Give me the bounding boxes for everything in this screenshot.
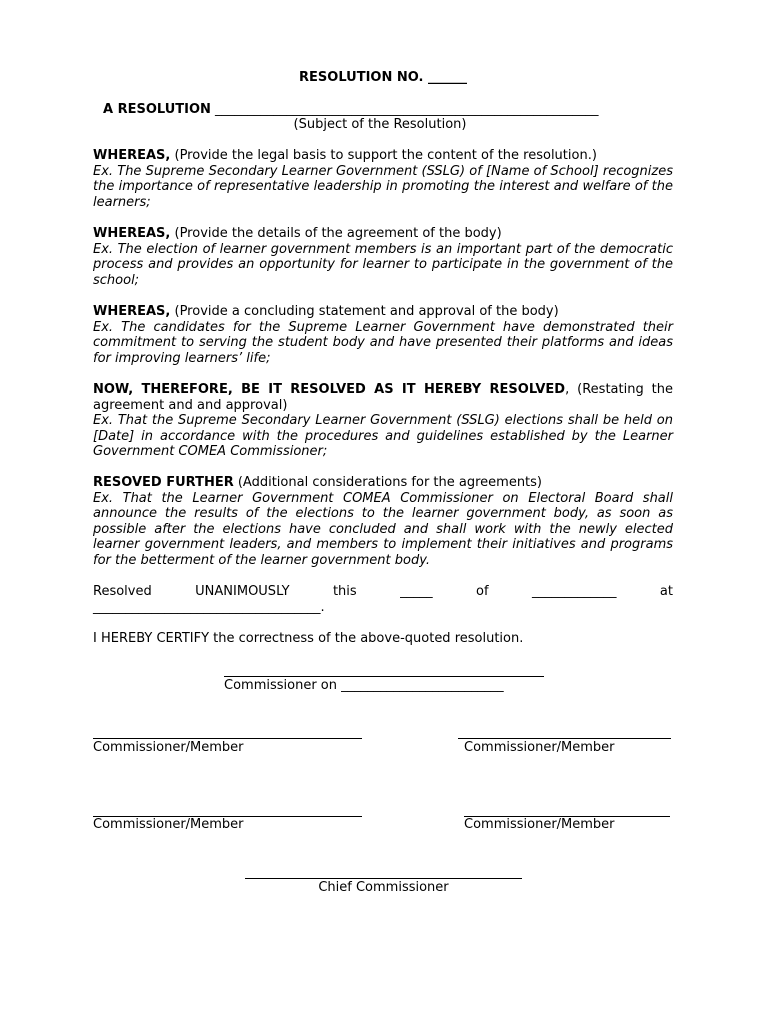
resolution-number: RESOLUTION NO. ______: [299, 70, 467, 85]
month-blank: _____________: [531, 584, 617, 599]
commissioner-signature-line: [224, 676, 544, 677]
resolution-title: [93, 70, 673, 86]
whereas-keyword: WHEREAS,: [93, 304, 171, 319]
word-at: at: [659, 584, 673, 599]
resolved-further-instruction: (Additional considerations for the agreements): [233, 475, 542, 490]
resolution-label: A RESOLUTION: [103, 102, 211, 117]
now-therefore-example: Ex. That the Supreme Secondary Learner Government (SSLG) elections shall be held on [Date] in accordance with the procedures and guidelines established by the Learner Government COMEA Commissioner;: [93, 413, 673, 460]
member-label-text: Commissioner/Member: [464, 740, 615, 755]
resolved-further-clause: [93, 475, 673, 569]
member-signature-label: [464, 817, 615, 833]
place-blank: ___________________________________.: [93, 599, 325, 615]
resolved-further-keyword: RESOVED FURTHER: [93, 475, 234, 490]
resolution-heading: [103, 102, 599, 118]
resolved-unanimously-row: [93, 584, 673, 600]
member-signature-line: [458, 738, 671, 739]
resolution-subject-hint: [0, 117, 760, 133]
whereas-example: Ex. The election of learner government members is an important part of the democratic process and provides an opportunity for learner to participate in the government of the school;: [93, 241, 673, 288]
word-unanimously: UNANIMOUSLY: [195, 584, 290, 599]
whereas-clause-2: [93, 226, 673, 288]
resolved-unanimously: [93, 584, 673, 615]
now-therefore-instruction: , (Restating the agreement and and approval): [93, 382, 673, 413]
resolved-further-example: Ex. That the Learner Government COMEA Commissioner on Electoral Board shall announce the results of the elections to the learner government body, as soon as possible after the elections have concluded and shall work with the newly elected learner government leaders, and members to implement their initiatives and programs for the betterment of the learner government body.: [93, 490, 673, 568]
commissioner-on-text: Commissioner on _________________________: [224, 678, 504, 693]
whereas-instruction: (Provide the details of the agreement of the body): [174, 226, 502, 241]
whereas-clause-1: [93, 148, 673, 210]
member-signature-label: [93, 740, 244, 756]
whereas-keyword: WHEREAS,: [93, 226, 171, 241]
whereas-clause-3: [93, 304, 673, 366]
now-therefore-clause: [93, 382, 673, 460]
subject-hint-text: (Subject of the Resolution): [293, 117, 467, 132]
chief-commissioner-label: [245, 880, 522, 896]
word-of: of: [476, 584, 489, 599]
resolution-subject-blank: ___________________________________________________________: [215, 102, 599, 117]
whereas-keyword: WHEREAS,: [93, 148, 171, 163]
certify-text: I HEREBY CERTIFY the correctness of the above-quoted resolution.: [93, 631, 524, 646]
member-label-text: Commissioner/Member: [93, 817, 244, 832]
member-signature-line: [93, 738, 362, 739]
member-label-text: Commissioner/Member: [464, 817, 615, 832]
member-signature-label: [93, 817, 244, 833]
certification-statement: [93, 631, 673, 647]
now-therefore-keyword: NOW, THEREFORE, BE IT RESOLVED AS IT HEREBY RESOLVED: [93, 382, 566, 397]
chief-signature-line: [245, 878, 522, 879]
whereas-instruction: (Provide a concluding statement and approval of the body): [174, 304, 559, 319]
whereas-example: Ex. The Supreme Secondary Learner Government (SSLG) of [Name of School] recognizes the importance of representative leadership in promoting the interest and welfare of the learners;: [93, 163, 673, 210]
commissioner-on-label: [224, 678, 504, 694]
word-resolved: Resolved: [93, 584, 152, 599]
word-this: this: [332, 584, 357, 599]
member-signature-label: [464, 740, 615, 756]
day-blank: _____: [400, 584, 433, 599]
member-label-text: Commissioner/Member: [93, 740, 244, 755]
whereas-instruction: (Provide the legal basis to support the content of the resolution.): [174, 148, 597, 163]
whereas-example: Ex. The candidates for the Supreme Learner Government have demonstrated their commitment to serving the student body and have presented their platforms and ideas for improving learners’ life;: [93, 319, 673, 366]
chief-commissioner-text: Chief Commissioner: [318, 880, 449, 895]
